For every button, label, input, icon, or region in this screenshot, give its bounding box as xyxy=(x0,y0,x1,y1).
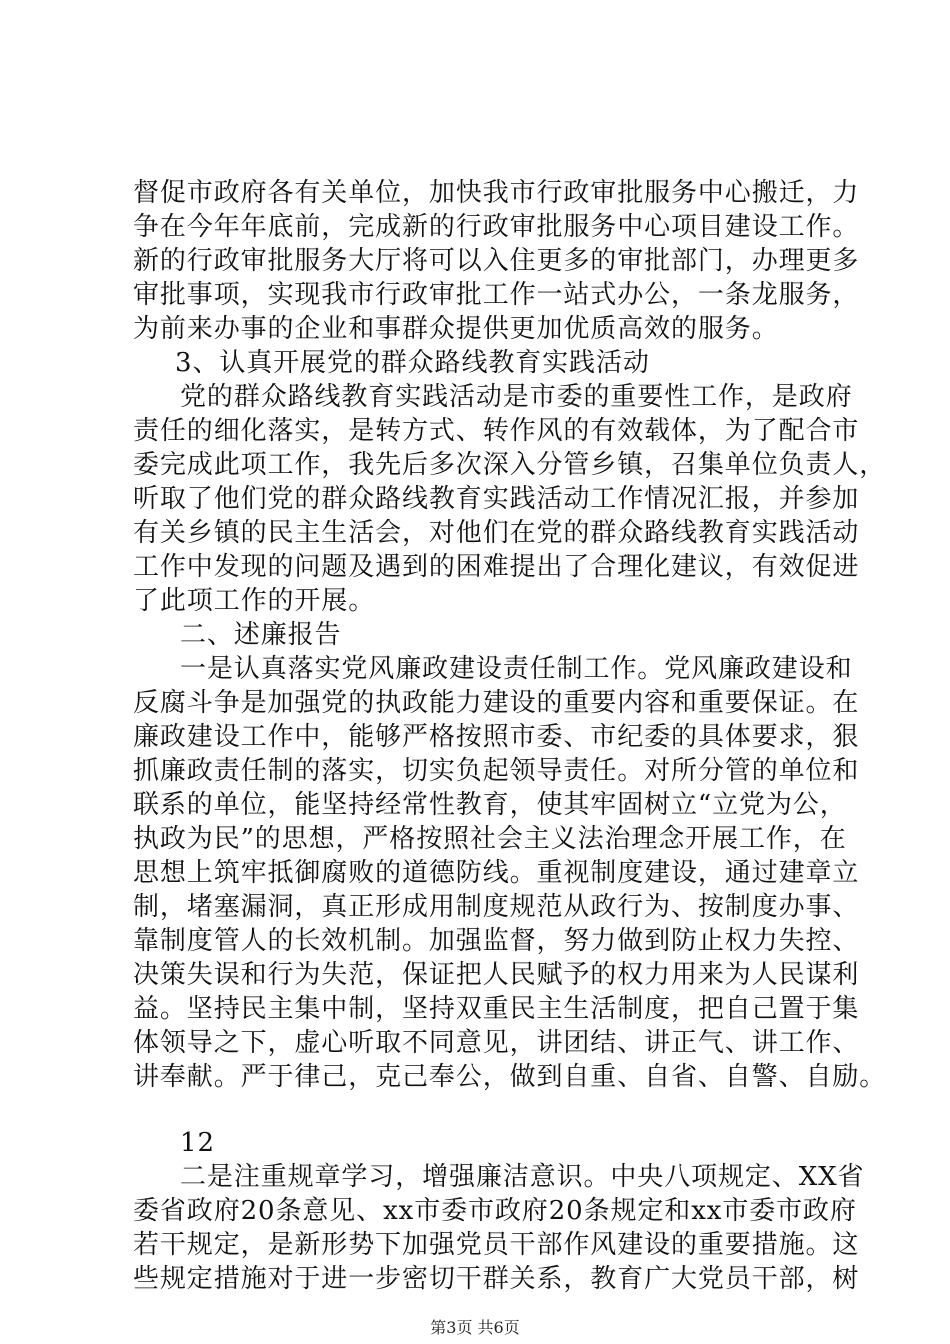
body-text-line: 决策失误和行为失范，保证把人民赋予的权力用来为人民谋利 xyxy=(133,960,860,990)
body-text-line: 工作中发现的问题及遇到的困难提出了合理化建议，有效促进 xyxy=(133,552,860,582)
body-text-line: 责任的细化落实，是转方式、转作风的有效载体，为了配合市 xyxy=(133,416,860,446)
body-text-line: 二是注重规章学习，增强廉洁意识。中央八项规定、XX省 xyxy=(180,1162,865,1192)
body-text-line: 讲奉献。严于律己，克己奉公，做到自重、自省、自警、自励。 xyxy=(133,1062,887,1092)
section-heading: 3、认真开展党的群众路线教育实践活动 xyxy=(175,348,650,378)
body-text-line: 些规定措施对于进一步密切干群关系，教育广大党员干部，树 xyxy=(133,1264,860,1294)
body-text-line: 审批事项，实现我市行政审批工作一站式办公，一条龙服务， xyxy=(133,280,860,310)
body-text-line: 联系的单位，能坚持经常性教育，使其牢固树立“立党为公， xyxy=(133,790,847,820)
body-text-line: 靠制度管人的长效机制。加强监督，努力做到防止权力失控、 xyxy=(133,926,860,956)
body-text-line: 争在今年年底前，完成新的行政审批服务中心项目建设工作。 xyxy=(133,212,860,242)
body-text-line: 为前来办事的企业和事群众提供更加优质高效的服务。 xyxy=(133,314,779,344)
body-text-line: 听取了他们党的群众路线教育实践活动工作情况汇报，并参加 xyxy=(133,484,860,514)
body-text-line: 委省政府20条意见、xx市委市政府20条规定和xx市委市政府 xyxy=(133,1196,857,1226)
body-text-line: 若干规定，是新形势下加强党员干部作风建设的重要措施。这 xyxy=(133,1230,860,1260)
body-text-line: 党的群众路线教育实践活动是市委的重要性工作，是政府 xyxy=(180,382,853,412)
body-text-line: 执政为民”的思想，严格按照社会主义法治理念开展工作，在 xyxy=(133,824,847,854)
page-footer: 第3页 共6页 xyxy=(430,1318,520,1337)
body-text-line: 督促市政府各有关单位，加快我市行政审批服务中心搬迁，力 xyxy=(133,178,860,208)
body-text-line: 制，堵塞漏洞，真正形成用制度规范从政行为、按制度办事、 xyxy=(133,892,860,922)
page-marker: 12 xyxy=(180,1128,215,1158)
body-text-line: 思想上筑牢抵御腐败的道德防线。重视制度建设，通过建章立 xyxy=(133,858,860,888)
body-text-line: 抓廉政责任制的落实，切实负起领导责任。对所分管的单位和 xyxy=(133,756,860,786)
body-text-line: 一是认真落实党风廉政建设责任制工作。党风廉政建设和 xyxy=(180,654,853,684)
body-text-line: 新的行政审批服务大厅将可以入住更多的审批部门，办理更多 xyxy=(133,246,860,276)
body-text-line: 体领导之下，虚心听取不同意见，讲团结、讲正气、讲工作、 xyxy=(133,1028,860,1058)
body-text-line: 委完成此项工作，我先后多次深入分管乡镇，召集单位负责人， xyxy=(133,450,887,480)
body-text-line: 反腐斗争是加强党的执政能力建设的重要内容和重要保证。在 xyxy=(133,688,860,718)
body-text-line: 有关乡镇的民主生活会，对他们在党的群众路线教育实践活动 xyxy=(133,518,860,548)
body-text-line: 了此项工作的开展。 xyxy=(133,586,376,616)
section-heading: 二、述廉报告 xyxy=(180,620,342,650)
body-text-line: 益。坚持民主集中制，坚持双重民主生活制度，把自己置于集 xyxy=(133,994,860,1024)
body-text-line: 廉政建设工作中，能够严格按照市委、市纪委的具体要求，狠 xyxy=(133,722,860,752)
